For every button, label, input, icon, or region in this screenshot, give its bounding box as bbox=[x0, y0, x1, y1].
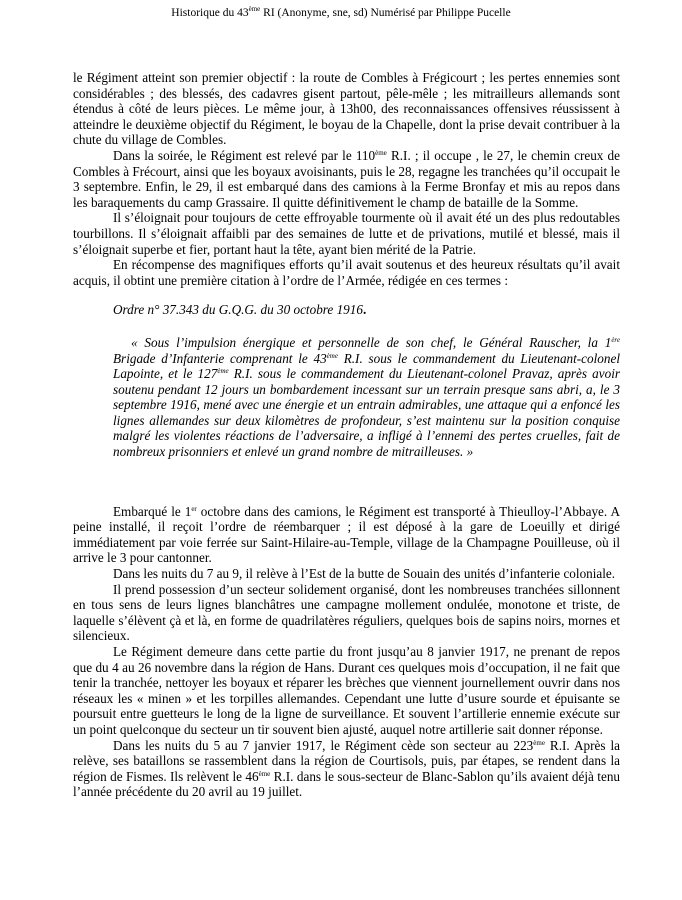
header-superscript: ème bbox=[248, 5, 261, 13]
paragraph-4: En récompense des magnifiques efforts qu’il avait soutenus et des heureux résultats qu’il avait acquis, il obtint une première citation à l’ordre de l’Armée, rédigée en ces termes : bbox=[73, 257, 620, 288]
paragraph-5-text-rest: octobre dans des camions, le Régiment est transporté à Thieulloy-l’Abbaye. A peine installé, il reçoit l’ordre de réembarquer ; il est déposé à la gare de Loeuilly et dirigé immédiatement par voie ferrée sur Saint-Hilaire-au-Temple, village de la Champagne Pouilleuse, où il arrive le 3 pour cantonner. bbox=[73, 503, 620, 566]
paragraph-2-text-rest: R.I. ; il occupe , le 27, le chemin creux de Combles à Frécourt, ainsi que les boyaux avoisinants, puis le 28, regagne les tranchées qu’il occupait le 3 septembre. Enfin, le 29, il est embarqué dans des camions à la Ferme Bronfay et mis au repos dans les baraquements du camp Grassaire. Il quitte définitivement le champ de bataille de la Somme. bbox=[73, 147, 621, 210]
paragraph-2 bbox=[73, 148, 620, 210]
order-reference bbox=[113, 302, 620, 318]
paragraph-9-text-a: Dans les nuits du 5 au 7 janvier 1917, le Régiment cède son secteur au 223 bbox=[113, 737, 534, 753]
quote-sup-3: ème bbox=[217, 367, 229, 376]
quote-text-c: R.I. sous le commandement du Lieutenant-colonel Lapointe, et le 127 bbox=[113, 350, 620, 382]
quote-text-a: « Sous l’impulsion énergique et personnelle de son chef, le Général Rauscher, la 1 bbox=[131, 334, 612, 350]
paragraph-8: Le Régiment demeure dans cette partie du front jusqu’au 8 janvier 1917, ne prenant de repos que du 4 au 26 novembre dans la région de Hans. Durant ces quelques mois d’occupation, il ne fait que tenir la tranchée, nettoyer les boyaux et réparer les brèches que viennent journellement ouvrir dans nos réseaux les « minen » et les torpilles allemandes. Cependant une lutte d’usure sourde et épuisante se poursuit entre guetteurs le long de la ligne de surveillance. Et souvent l’artillerie ennemie exécute sur un point quelconque du secteur un tir souvent bien ajusté, auquel notre artillerie sait donner réponse. bbox=[73, 644, 620, 737]
quote-text-d: R.I. sous le commandement du Lieutenant-colonel Pravaz, après avoir soutenu pendant 12 jours un bombardement incessant sur un terrain presque sans abri, a, le 3 septembre 1916, mené avec une énergie et un entrain admirables, une attaque qui a enfoncé les lignes allemandes sur deux kilomètres de profondeur, s’est maintenu sur la position conquise malgré les violentes réactions de l’adversaire, a infligé à l’ennemi des pertes cruelles, fait de nombreux prisonniers et enlevé un grand nombre de mitrailleuses. » bbox=[113, 366, 620, 460]
paragraph-3: Il s’éloignait pour toujours de cette effroyable tourmente où il avait été un des plus redoutables tourbillons. Il s’éloignait affaibli par des semaines de lutte et de privations, mutilé et blessé, mais il s’éloignait superbe et fier, portant haut la tête, ayant bien mérité de la Patrie. bbox=[73, 210, 620, 257]
paragraph-9 bbox=[73, 738, 620, 800]
paragraph-9-sup-1: ème bbox=[533, 738, 545, 747]
paragraph-2-sup: ème bbox=[375, 148, 387, 157]
quote-sup-1: ère bbox=[611, 335, 620, 344]
paragraph-1: le Régiment atteint son premier objectif : la route de Combles à Frégicourt ; les pertes ennemies sont considérables ; des blessés, des cadavres gisent partout, pêle-mêle ; les mitrailleurs allemands sont étendus à côté de leurs pièces. Le même jour, à 13h00, des reconnaissances offensives réussissent à atteindre le deuxième objectif du Régiment, le boyau de la Chapelle, dont la prise devait contribuer à la chute du village de Combles. bbox=[73, 70, 620, 148]
paragraph-5-text: Embarqué le 1 bbox=[113, 503, 192, 519]
document-body bbox=[73, 70, 620, 800]
paragraph-6: Dans les nuits du 7 au 9, il relève à l’Est de la butte de Souain des unités d’infanterie coloniale. bbox=[113, 566, 616, 582]
paragraph-2-text: Dans la soirée, le Régiment est relevé par le 110 bbox=[113, 147, 376, 163]
quote-sup-2: ème bbox=[326, 351, 338, 360]
paragraph-5-sup: er bbox=[191, 504, 197, 513]
order-text: Ordre n° 37.343 du G.Q.G. du 30 octobre 1916 bbox=[113, 302, 363, 318]
order-period: . bbox=[362, 302, 367, 318]
header-text-rest: RI (Anonyme, sne, sd) Numérisé par Philippe Pucelle bbox=[260, 7, 511, 19]
header-text: Historique du 43 bbox=[171, 7, 249, 19]
paragraph-9-sup-2: ème bbox=[258, 769, 271, 778]
page-header bbox=[0, 6, 682, 20]
citation-quote bbox=[113, 335, 620, 460]
quote-text-b: Brigade d’Infanterie comprenant le 43 bbox=[113, 350, 327, 366]
paragraph-7: Il prend possession d’un secteur solidement organisé, dont les nombreuses tranchées sillonnent en tous sens de leurs lignes blanchâtres une campagne mollement ondulée, monotone et triste, de laquelle s’élèvent çà et là, en forme de quadrilatères réguliers, quelques bois de sapins noirs, mornes et silencieux. bbox=[73, 581, 620, 644]
section-gap bbox=[73, 460, 620, 504]
paragraph-9-text-b: R.I. Après la relève, ses bataillons se rassemblent dans la région de Courtisols, puis, par étapes, se rendent dans la région de Fismes. Ils relèvent le 46 bbox=[73, 737, 620, 784]
paragraph-9-text-c: R.I. dans le sous-secteur de Blanc-Sablon qu’ils avaient déjà tenu l’année précédente du 20 avril au 19 juillet. bbox=[73, 768, 621, 800]
paragraph-5 bbox=[73, 504, 620, 566]
